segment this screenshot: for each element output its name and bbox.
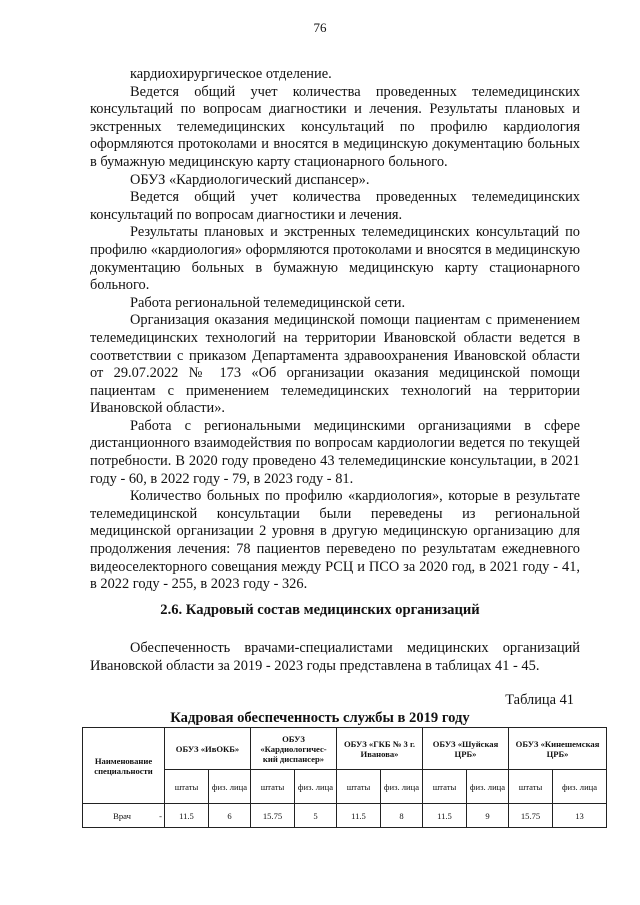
paragraph: Работа региональной телемедицинской сети. bbox=[130, 294, 406, 311]
subheader-staff: штаты bbox=[337, 770, 381, 804]
subheader-persons: физ. лица bbox=[553, 770, 607, 804]
row-specialty-dash: - bbox=[159, 810, 162, 821]
header-org: ОБУЗ «Кардиологичес-кий диспансер» bbox=[251, 728, 337, 770]
cell-value: 13 bbox=[553, 804, 607, 828]
cell-value: 5 bbox=[295, 804, 337, 828]
header-org: ОБУЗ «ГКБ № 3 г. Иванова» bbox=[337, 728, 423, 770]
paragraph: ОБУЗ «Кардиологический диспансер». bbox=[130, 171, 370, 188]
row-specialty bbox=[83, 804, 165, 828]
subheader-persons: физ. лица bbox=[295, 770, 337, 804]
staffing-table bbox=[82, 727, 607, 828]
table-title: Кадровая обеспеченность службы в 2019 году bbox=[170, 710, 470, 726]
paragraph: Ведется общий учет количества проведенных телемедицинских консультаций по вопросам диагностики и лечения. bbox=[90, 189, 580, 223]
cell-value: 11.5 bbox=[423, 804, 467, 828]
header-specialty: Наименование специальности bbox=[83, 728, 165, 804]
header-org: ОБУЗ «Кинешемская ЦРБ» bbox=[509, 728, 607, 770]
cell-value: 15.75 bbox=[251, 804, 295, 828]
table-row bbox=[83, 804, 607, 828]
body-text bbox=[90, 66, 580, 594]
cell-value: 9 bbox=[467, 804, 509, 828]
page-number: 76 bbox=[313, 20, 327, 35]
subheader-staff: штаты bbox=[509, 770, 553, 804]
subheader-staff: штаты bbox=[165, 770, 209, 804]
paragraph: Количество больных по профилю «кардиология», которые в результате телемедицинской консультации были переведены из региональной медицинской организации 2 уровня в другую медицинскую организацию для продолжения лечения: 78 пациентов переведено по результатам ежедневного видеоселекторного совещания между РСЦ и ПСО за 2020 год, в 2021 году - 41, в 2022 году - 255, в 2023 году - 326. bbox=[90, 488, 580, 593]
paragraph: Организация оказания медицинской помощи пациентам с применением телемедицинских технологий на территории Ивановской области ведется в соответствии с приказом Департамента здравоохранения Ивановской области от 29.07.2022 № 173 «Об организации оказания медицинской помощи пациентам с применением телемедицинских технологий на территории Ивановской области». bbox=[90, 312, 580, 417]
paragraph: Работа с региональными медицинскими организациями в сфере дистанционного взаимодействия по вопросам кардиологии ведется по текущей потребности. В 2020 году проведено 43 телемедицинские консультации, в 2021 году - 60, в 2022 году - 79, в 2023 году - 81. bbox=[90, 417, 580, 487]
section-heading: 2.6. Кадровый состав медицинских организаций bbox=[160, 602, 480, 618]
cell-value: 8 bbox=[381, 804, 423, 828]
subheader-staff: штаты bbox=[251, 770, 295, 804]
cell-value: 11.5 bbox=[337, 804, 381, 828]
cell-value: 15.75 bbox=[509, 804, 553, 828]
subheader-staff: штаты bbox=[423, 770, 467, 804]
cell-value: 6 bbox=[209, 804, 251, 828]
subheader-persons: физ. лица bbox=[381, 770, 423, 804]
header-org: ОБУЗ «ИвОКБ» bbox=[165, 728, 251, 770]
paragraph: Ведется общий учет количества проведенных телемедицинских консультаций по вопросам диагностики и лечения. Результаты плановых и экстренных телемедицинских консультаций по профилю кардиология оформляются протоколами и вносятся в медицинскую документацию больных в бумажную медицинскую карту стационарного больного. bbox=[90, 83, 580, 170]
paragraph: Результаты плановых и экстренных телемедицинских консультаций по профилю «кардиология» оформляются протоколами и вносятся в медицинскую документацию больных в бумажную медицинскую карту стационарного больного. bbox=[90, 224, 580, 294]
subheader-persons: физ. лица bbox=[209, 770, 251, 804]
cell-value: 11.5 bbox=[165, 804, 209, 828]
subheader-persons: физ. лица bbox=[467, 770, 509, 804]
paragraph: кардиохирургическое отделение. bbox=[130, 66, 332, 82]
intro-paragraph: Обеспеченность врачами-специалистами медицинских организаций Ивановской области за 2019 - 2023 годы представлена в таблицах 41 - 45. bbox=[90, 640, 580, 674]
header-org: ОБУЗ «Шуйская ЦРБ» bbox=[423, 728, 509, 770]
row-specialty-name: Врач bbox=[113, 810, 131, 821]
table-label: Таблица 41 bbox=[505, 692, 574, 708]
